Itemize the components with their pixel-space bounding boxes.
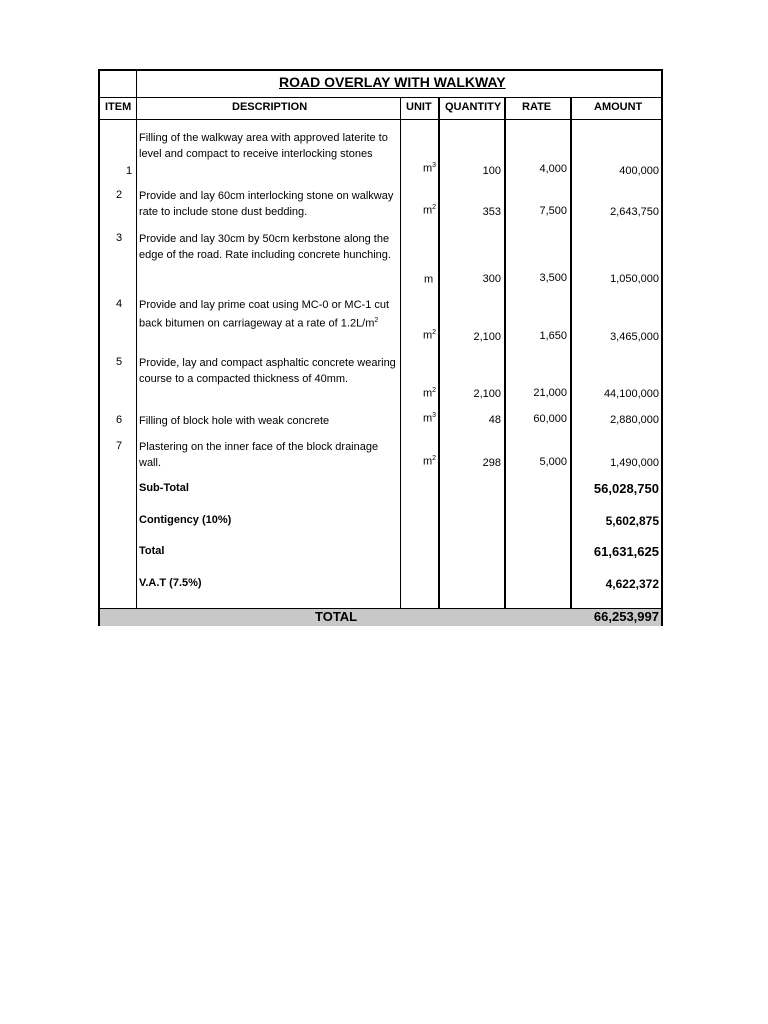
col-divider-item bbox=[136, 71, 137, 609]
header-unit: UNIT bbox=[406, 101, 432, 113]
header-amount: AMOUNT bbox=[594, 101, 643, 113]
header-item: ITEM bbox=[105, 101, 132, 113]
grand-total-label: TOTAL bbox=[315, 609, 358, 624]
col-divider-quantity bbox=[504, 97, 506, 609]
row-item-number: 7 bbox=[116, 440, 123, 452]
row-unit: $m^2$ bbox=[423, 329, 437, 342]
row-item-number: 6 bbox=[116, 414, 123, 426]
header-description: DESCRIPTION bbox=[232, 101, 308, 113]
grand-total-value: 66,253,997 bbox=[593, 609, 659, 624]
row-rate: 1,650 bbox=[539, 330, 567, 342]
contingency-value: 5,602,875 bbox=[605, 514, 659, 528]
contingency-label: Contigency (10%) bbox=[139, 514, 232, 526]
col-divider-unit bbox=[438, 97, 440, 609]
row-rate: 7,500 bbox=[539, 205, 567, 217]
row-unit: $m^3$ bbox=[423, 412, 437, 425]
row-rate: 60,000 bbox=[533, 413, 567, 425]
boq-table bbox=[98, 69, 663, 626]
row-amount: 1,050,000 bbox=[610, 273, 659, 285]
row-quantity: 2,100 bbox=[473, 331, 501, 343]
subtotal-value: 56,028,750 bbox=[593, 481, 659, 496]
row-rate: 3,500 bbox=[539, 272, 567, 284]
row-description: Filling of block hole with weak concrete bbox=[139, 415, 330, 427]
row-quantity: 298 bbox=[482, 457, 501, 469]
row-item-number: 5 bbox=[116, 356, 123, 368]
header-quantity: QUANTITY bbox=[445, 101, 502, 113]
row-unit: $m^3$ bbox=[423, 162, 437, 175]
row-amount: 1,490,000 bbox=[610, 457, 659, 469]
title-bottom-rule bbox=[100, 97, 661, 98]
row-description: Provide and lay 30cm by 50cm kerbstone along the edge of the road. Rate including concrete hunching. bbox=[139, 233, 391, 261]
row-unit: $m^2$ bbox=[423, 387, 437, 400]
row-amount: 2,880,000 bbox=[610, 414, 659, 426]
col-divider-rate bbox=[570, 97, 572, 626]
row-item-number: 4 bbox=[116, 298, 123, 310]
row-quantity: 48 bbox=[488, 414, 501, 426]
row-rate: 21,000 bbox=[533, 387, 567, 399]
row-amount: 2,643,750 bbox=[610, 206, 659, 218]
row-description: Provide and lay 60cm interlocking stone on walkway rate to include stone dust bedding. bbox=[139, 190, 394, 218]
sheet-title: ROAD OVERLAY WITH WALKWAY bbox=[279, 74, 506, 90]
row-quantity: 300 bbox=[482, 273, 501, 285]
row-amount: 44,100,000 bbox=[603, 388, 659, 400]
row-unit: m bbox=[424, 273, 434, 286]
row-rate: 4,000 bbox=[539, 163, 567, 175]
vat-label: V.A.T (7.5%) bbox=[139, 577, 202, 589]
row-amount: 400,000 bbox=[619, 165, 659, 177]
row-quantity: 100 bbox=[482, 165, 501, 177]
row-rate: 5,000 bbox=[539, 456, 567, 468]
row-unit: $m^2$ bbox=[423, 204, 437, 217]
row-item-number: 1 bbox=[126, 165, 133, 177]
row-unit: $m^2$ bbox=[423, 455, 437, 468]
total-value: 61,631,625 bbox=[593, 544, 659, 559]
row-amount: 3,465,000 bbox=[610, 331, 659, 343]
row-description: Plastering on the inner face of the block drainage wall. bbox=[139, 441, 379, 469]
row-item-number: 3 bbox=[116, 232, 123, 244]
row-description: Provide and lay prime coat using MC-0 or MC-1 cut back bitumen on carriageway at a rate of $1.2L/m^2$ bbox=[139, 299, 390, 330]
row-quantity: 2,100 bbox=[473, 388, 501, 400]
row-item-number: 2 bbox=[116, 189, 123, 201]
header-rate: RATE bbox=[522, 101, 552, 113]
header-bottom-rule bbox=[100, 119, 661, 120]
row-description: Provide, lay and compact asphaltic concrete wearing course to a compacted thickness of 40mm. bbox=[139, 357, 396, 385]
col-divider-description bbox=[400, 97, 401, 609]
row-quantity: 353 bbox=[482, 206, 501, 218]
subtotal-label: Sub-Total bbox=[139, 482, 189, 494]
row-description: Filling of the walkway area with approved laterite to level and compact to receive interlocking stones bbox=[139, 132, 388, 160]
vat-value: 4,622,372 bbox=[605, 577, 659, 591]
total-label: Total bbox=[139, 545, 165, 557]
grand-total-row bbox=[100, 609, 661, 626]
